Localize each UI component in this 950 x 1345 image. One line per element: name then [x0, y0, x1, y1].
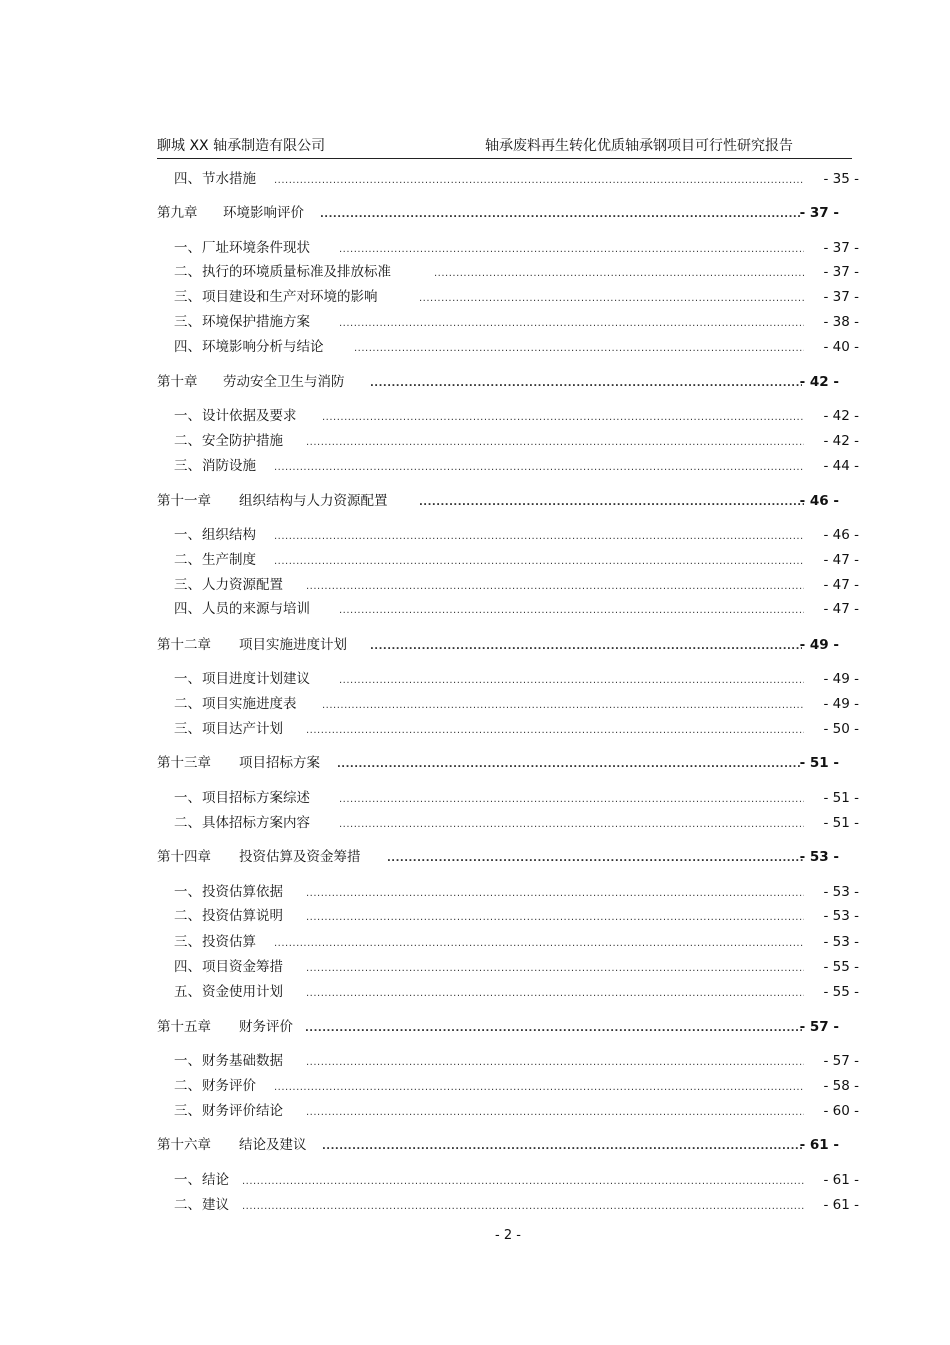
toc-entry-page: - 46 -	[823, 527, 859, 543]
toc-leader	[305, 1017, 802, 1037]
toc-entry-number: 二、	[174, 264, 201, 280]
toc-entry-page: - 44 -	[823, 458, 859, 474]
toc-entry[interactable]	[174, 337, 859, 357]
toc-entry[interactable]	[174, 982, 859, 1002]
toc-entry-page: - 53 -	[823, 908, 859, 924]
toc-chapter-page: - 57 -	[799, 1019, 839, 1035]
toc-chapter-number: 第十章	[157, 374, 198, 390]
toc-leader	[339, 669, 804, 689]
toc-entry-title: 人力资源配置	[202, 577, 283, 593]
toc-entry-title: 消防设施	[202, 458, 256, 474]
toc-entry-title: 投资估算	[202, 934, 256, 950]
toc-leader	[242, 1170, 804, 1190]
toc-entry-title: 结论	[202, 1172, 229, 1188]
toc-entry[interactable]	[174, 1195, 859, 1215]
toc-entry-number: 二、	[174, 815, 201, 831]
toc-entry-page: - 37 -	[823, 264, 859, 280]
toc-entry-number: 三、	[174, 934, 201, 950]
toc-entry-title: 人员的来源与培训	[202, 601, 310, 617]
toc-entry-title: 项目达产计划	[202, 721, 283, 737]
toc-entry-title: 组织结构	[202, 527, 256, 543]
toc-entry-number: 一、	[174, 408, 201, 424]
toc-chapter-number: 第十三章	[157, 755, 211, 771]
toc-entry[interactable]	[174, 813, 859, 833]
toc-entry[interactable]	[174, 575, 859, 595]
toc-leader	[242, 1195, 804, 1215]
toc-entry-page: - 58 -	[823, 1078, 859, 1094]
toc-entry-page: - 42 -	[823, 433, 859, 449]
toc-entry-page: - 61 -	[823, 1172, 859, 1188]
toc-leader	[339, 599, 804, 619]
toc-entry-number: 二、	[174, 908, 201, 924]
toc-entry-number: 四、	[174, 339, 201, 355]
toc-leader	[306, 1051, 804, 1071]
toc-chapter[interactable]	[157, 1135, 839, 1155]
toc-chapter[interactable]	[157, 635, 839, 655]
toc-entry-number: 二、	[174, 1078, 201, 1094]
toc-chapter[interactable]	[157, 1017, 839, 1037]
toc-entry-number: 四、	[174, 601, 201, 617]
toc-leader	[322, 406, 804, 426]
toc-entry-number: 二、	[174, 696, 201, 712]
toc-entry-number: 五、	[174, 984, 201, 1000]
toc-entry-number: 一、	[174, 1172, 201, 1188]
toc-chapter[interactable]	[157, 203, 839, 223]
toc-leader	[274, 1076, 804, 1096]
toc-leader	[339, 238, 804, 258]
header-report-title: 轴承废料再生转化优质轴承钢项目可行性研究报告	[485, 138, 793, 154]
toc-entry-number: 一、	[174, 240, 201, 256]
toc-entry-page: - 38 -	[823, 314, 859, 330]
toc-entry-title: 项目资金筹措	[202, 959, 283, 975]
toc-leader	[306, 957, 804, 977]
toc-entry-title: 设计依据及要求	[202, 408, 297, 424]
toc-leader	[434, 262, 804, 282]
toc-entry-page: - 49 -	[823, 671, 859, 687]
toc-entry-number: 三、	[174, 1103, 201, 1119]
toc-entry[interactable]	[174, 456, 859, 476]
toc-entry[interactable]	[174, 287, 859, 307]
toc-chapter[interactable]	[157, 847, 839, 867]
toc-chapter-title: 项目招标方案	[239, 755, 320, 771]
toc-entry-title: 安全防护措施	[202, 433, 283, 449]
toc-entry-title: 建议	[202, 1197, 229, 1213]
toc-leader	[354, 337, 804, 357]
toc-chapter-title: 财务评价	[239, 1019, 293, 1035]
toc-entry-page: - 47 -	[823, 577, 859, 593]
toc-chapter-number: 第九章	[157, 205, 198, 221]
toc-leader	[322, 1135, 802, 1155]
toc-entry-number: 一、	[174, 1053, 201, 1069]
toc-entry[interactable]	[174, 1170, 859, 1190]
toc-leader	[370, 635, 802, 655]
toc-entry-title: 投资估算依据	[202, 884, 283, 900]
header-company: 聊城 XX 轴承制造有限公司	[157, 138, 326, 154]
toc-leader	[419, 491, 804, 511]
toc-entry[interactable]	[174, 312, 859, 332]
toc-entry-title: 执行的环境质量标准及排放标准	[202, 264, 391, 280]
toc-entry-title: 资金使用计划	[202, 984, 283, 1000]
toc-entry-page: - 37 -	[823, 240, 859, 256]
page-number: - 2 -	[495, 1228, 521, 1243]
toc-entry[interactable]	[174, 431, 859, 451]
toc-entry-title: 环境保护措施方案	[202, 314, 310, 330]
toc-chapter[interactable]	[157, 372, 839, 392]
toc-entry-page: - 35 -	[823, 171, 859, 187]
toc-entry[interactable]	[174, 957, 859, 977]
toc-entry[interactable]	[174, 788, 859, 808]
toc-entry-page: - 53 -	[823, 934, 859, 950]
toc-chapter-number: 第十四章	[157, 849, 211, 865]
toc-chapter-page: - 51 -	[799, 755, 839, 771]
toc-chapter-title: 环境影响评价	[223, 205, 304, 221]
toc-chapter-page: - 46 -	[799, 493, 839, 509]
toc-entry[interactable]	[174, 525, 859, 545]
toc-entry-number: 二、	[174, 552, 201, 568]
toc-leader	[306, 982, 804, 1002]
toc-entry-title: 生产制度	[202, 552, 256, 568]
toc-leader	[339, 813, 804, 833]
toc-entry-title: 项目招标方案综述	[202, 790, 310, 806]
toc-entry-number: 三、	[174, 289, 201, 305]
toc-entry-number: 一、	[174, 884, 201, 900]
toc-chapter-page: - 49 -	[799, 637, 839, 653]
toc-entry-number: 三、	[174, 577, 201, 593]
toc-entry[interactable]	[174, 669, 859, 689]
toc-entry-number: 三、	[174, 721, 201, 737]
toc-leader	[306, 575, 804, 595]
toc-leader	[370, 372, 802, 392]
toc-chapter-page: - 53 -	[799, 849, 839, 865]
toc-entry-title: 财务评价结论	[202, 1103, 283, 1119]
toc-entry[interactable]	[174, 406, 859, 426]
toc-entry[interactable]	[174, 932, 859, 952]
toc-entry-number: 二、	[174, 1197, 201, 1213]
toc-entry-number: 三、	[174, 314, 201, 330]
toc-entry[interactable]	[174, 1101, 859, 1121]
toc-entry-page: - 53 -	[823, 884, 859, 900]
toc-leader	[419, 287, 804, 307]
toc-entry[interactable]	[174, 1076, 859, 1096]
toc-chapter-title: 结论及建议	[239, 1137, 307, 1153]
toc-entry-number: 四、	[174, 171, 201, 187]
toc-entry-number: 一、	[174, 671, 201, 687]
toc-entry-page: - 51 -	[823, 815, 859, 831]
toc-entry-number: 四、	[174, 959, 201, 975]
toc-leader	[337, 753, 802, 773]
toc-entry-page: - 47 -	[823, 552, 859, 568]
toc-leader	[274, 169, 804, 189]
toc-entry-title: 投资估算说明	[202, 908, 283, 924]
toc-chapter-page: - 61 -	[799, 1137, 839, 1153]
toc-leader	[306, 906, 804, 926]
toc-leader	[306, 431, 804, 451]
toc-entry-page: - 61 -	[823, 1197, 859, 1213]
toc-chapter-title: 投资估算及资金筹措	[239, 849, 361, 865]
toc-leader	[274, 456, 804, 476]
toc-entry-title: 项目进度计划建议	[202, 671, 310, 687]
toc-chapter[interactable]	[157, 491, 839, 511]
toc-leader	[306, 1101, 804, 1121]
toc-chapter-title: 组织结构与人力资源配置	[239, 493, 388, 509]
toc-chapter[interactable]	[157, 753, 839, 773]
toc-chapter-number: 第十五章	[157, 1019, 211, 1035]
toc-entry[interactable]	[174, 599, 859, 619]
toc-entry-page: - 40 -	[823, 339, 859, 355]
toc-chapter-number: 第十六章	[157, 1137, 211, 1153]
toc-entry-title: 节水措施	[202, 171, 256, 187]
toc-entry-title: 项目建设和生产对环境的影响	[202, 289, 378, 305]
toc-entry-number: 三、	[174, 458, 201, 474]
toc-entry-title: 项目实施进度表	[202, 696, 297, 712]
toc-leader	[274, 932, 804, 952]
toc-leader	[320, 203, 802, 223]
toc-entry-title: 环境影响分析与结论	[202, 339, 324, 355]
toc-entry[interactable]	[174, 1051, 859, 1071]
toc-leader	[274, 525, 804, 545]
toc-entry[interactable]	[174, 550, 859, 570]
toc-entry-page: - 37 -	[823, 289, 859, 305]
toc-entry[interactable]	[174, 719, 859, 739]
toc-chapter-number: 第十一章	[157, 493, 211, 509]
toc-entry-page: - 49 -	[823, 696, 859, 712]
toc-entry-page: - 55 -	[823, 984, 859, 1000]
toc-entry-title: 具体招标方案内容	[202, 815, 310, 831]
toc-entry-page: - 55 -	[823, 959, 859, 975]
toc-entry-title: 财务评价	[202, 1078, 256, 1094]
toc-leader	[339, 788, 804, 808]
toc-entry[interactable]	[174, 906, 859, 926]
toc-leader	[339, 312, 804, 332]
toc-leader	[274, 550, 804, 570]
toc-entry-page: - 57 -	[823, 1053, 859, 1069]
toc-chapter-title: 项目实施进度计划	[239, 637, 347, 653]
toc-entry-number: 二、	[174, 433, 201, 449]
toc-chapter-title: 劳动安全卫生与消防	[223, 374, 345, 390]
toc-leader	[306, 882, 804, 902]
toc-entry-number: 一、	[174, 790, 201, 806]
toc-chapter-page: - 42 -	[799, 374, 839, 390]
toc-entry-page: - 47 -	[823, 601, 859, 617]
toc-entry-title: 厂址环境条件现状	[202, 240, 310, 256]
toc-leader	[306, 719, 804, 739]
toc-entry-page: - 51 -	[823, 790, 859, 806]
toc-entry[interactable]	[174, 262, 859, 282]
toc-entry-page: - 50 -	[823, 721, 859, 737]
toc-entry-number: 一、	[174, 527, 201, 543]
toc-entry-page: - 42 -	[823, 408, 859, 424]
toc-chapter-page: - 37 -	[799, 205, 839, 221]
toc-entry-title: 财务基础数据	[202, 1053, 283, 1069]
toc-entry[interactable]	[174, 169, 859, 189]
toc-entry[interactable]	[174, 238, 859, 258]
toc-entry-page: - 60 -	[823, 1103, 859, 1119]
toc-chapter-number: 第十二章	[157, 637, 211, 653]
toc-entry[interactable]	[174, 694, 859, 714]
toc-leader	[387, 847, 804, 867]
toc-leader	[322, 694, 804, 714]
toc-entry[interactable]	[174, 882, 859, 902]
